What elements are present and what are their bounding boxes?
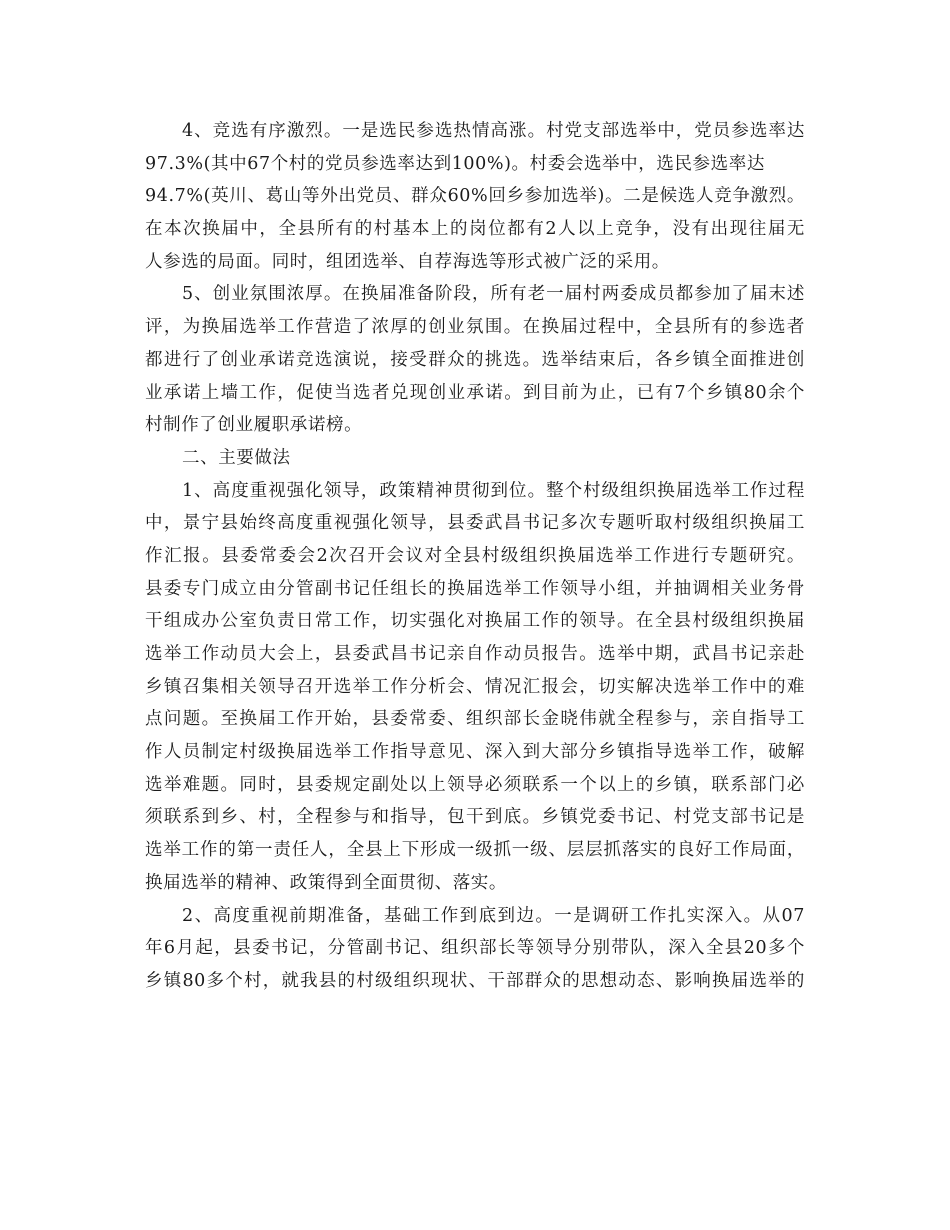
text-line: 评，为换届选举工作营造了浓厚的创业氛围。在换届过程中，全县所有的参选者 bbox=[145, 317, 805, 338]
text-line: 年6月起，县委书记，分管副书记、组织部长等领导分别带队，深入全县20多个 bbox=[145, 938, 805, 959]
text-line: 4、竞选有序激烈。一是选民参选热情高涨。村党支部选举中，党员参选率达 bbox=[182, 121, 805, 141]
text-line: 97.3%(其中67个村的党员参选率达到100%)。村委会选举中，选民参选率达 bbox=[145, 153, 765, 174]
text-line: 乡镇召集相关领导召开选举工作分析会、情况汇报会，切实解决选举工作中的难 bbox=[145, 676, 805, 697]
body-text bbox=[145, 115, 805, 998]
text-line: 5、创业氛围浓厚。在换届准备阶段，所有老一届村两委成员都参加了届末述 bbox=[182, 284, 805, 305]
text-line: 乡镇80多个村，就我县的村级组织现状、干部群众的思想动态、影响换届选举的 bbox=[145, 970, 805, 991]
text-line: 县委专门成立由分管副书记任组长的换届选举工作领导小组，并抽调相关业务骨 bbox=[145, 578, 805, 599]
text-line: 村制作了创业履职承诺榜。 bbox=[145, 415, 363, 436]
text-line: 须联系到乡、村，全程参与和指导，包干到底。乡镇党委书记、村党支部书记是 bbox=[145, 807, 805, 828]
text-line: 1、高度重视强化领导，政策精神贯彻到位。整个村级组织换届选举工作过程 bbox=[182, 480, 805, 501]
text-line: 作汇报。县委常委会2次召开会议对全县村级组织换届选举工作进行专题研究。 bbox=[145, 545, 805, 566]
text-line: 二、主要做法 bbox=[182, 447, 291, 468]
text-line: 点问题。至换届工作开始，县委常委、组织部长金晓伟就全程参与，亲自指导工 bbox=[145, 709, 805, 730]
text-line: 94.7%(英川、葛山等外出党员、群众60%回乡参加选举)。二是候选人竞争激烈。 bbox=[145, 186, 805, 207]
text-line: 作人员制定村级换届选举工作指导意见、深入到大部分乡镇指导选举工作，破解 bbox=[145, 742, 805, 763]
text-line: 干组成办公室负责日常工作，切实强化对换届工作的领导。在全县村级组织换届 bbox=[145, 611, 805, 632]
text-line: 选举难题。同时，县委规定副处以上领导必须联系一个以上的乡镇，联系部门必 bbox=[145, 774, 805, 795]
text-line: 选举工作动员大会上，县委武昌书记亲自作动员报告。选举中期，武昌书记亲赴 bbox=[145, 644, 805, 664]
text-line: 业承诺上墙工作，促使当选者兑现创业承诺。到目前为止，已有7个乡镇80余个 bbox=[145, 382, 805, 403]
text-line: 都进行了创业承诺竞选演说，接受群众的挑选。选举结束后，各乡镇全面推进创 bbox=[145, 349, 805, 370]
text-line: 在本次换届中，全县所有的村基本上的岗位都有2人以上竞争，没有出现往届无 bbox=[145, 219, 805, 240]
text-line: 2、高度重视前期准备，基础工作到底到边。一是调研工作扎实深入。从07 bbox=[182, 905, 805, 926]
text-line: 中，景宁县始终高度重视强化领导，县委武昌书记多次专题听取村级组织换届工 bbox=[145, 513, 805, 534]
text-line: 选举工作的第一责任人，全县上下形成一级抓一级、层层抓落实的良好工作局面， bbox=[145, 840, 805, 861]
text-line: 换届选举的精神、政策得到全面贯彻、落实。 bbox=[145, 872, 507, 893]
text-line: 人参选的局面。同时，组团选举、自荐海选等形式被广泛的采用。 bbox=[145, 251, 670, 272]
